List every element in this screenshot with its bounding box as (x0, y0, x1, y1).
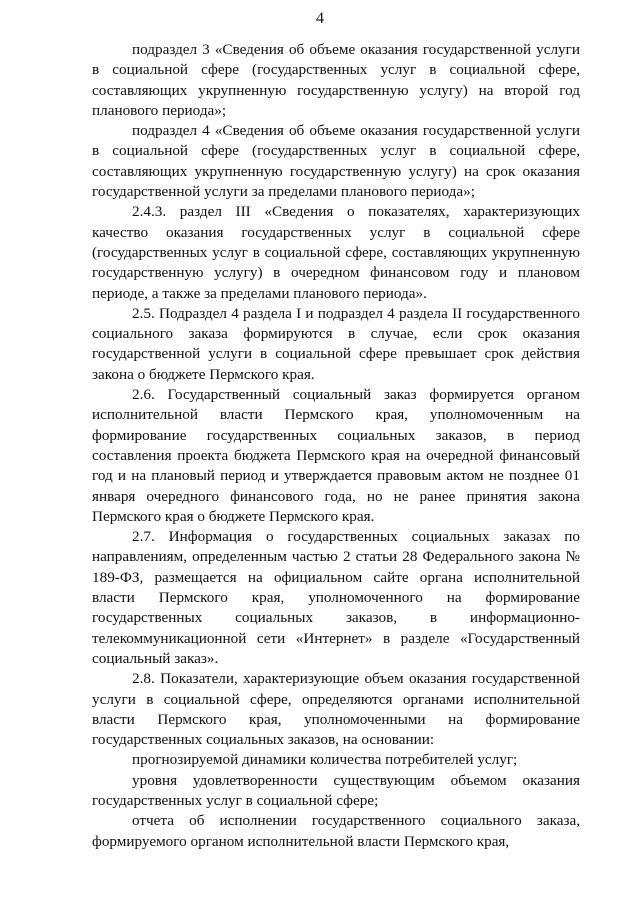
page-number: 4 (316, 10, 324, 27)
paragraph-2-8: 2.8. Показатели, характеризующие объем оказания государственной услуги в социальной сфере, определяются органами исполнительной власти Пермского края, уполномоченными на формирование государственных социальных заказов, на основании: (92, 670, 580, 749)
paragraph-2-6: 2.6. Государственный социальный заказ формируется органом исполнительной власти Пермского края, уполномоченным на формирование государственных социальных заказов, в период составления проекта бюджета Пермского края на очередной финансовый год и на плановый период и утверждается правовым актом не позднее 01 января очередного финансового года, но не ранее принятия закона Пермского края о бюджете Пермского края. (92, 386, 580, 525)
paragraph-execution-report: отчета об исполнении государственного социального заказа, формируемого органом исполнительной власти Пермского края, (92, 812, 580, 850)
paragraph-forecast-dynamics: прогнозируемой динамики количества потребителей услуг; (132, 751, 518, 769)
paragraph-2-4-3: 2.4.3. раздел III «Сведения о показателях, характеризующих качество оказания государственных услуг в социальной сфере (государственных услуг в социальной сфере, составляющих укрупненную государственную услугу) в очередном финансовом году и плановом периоде, а также за пределами планового периода». (92, 203, 580, 302)
paragraph-2-5: 2.5. Подраздел 4 раздела I и подраздел 4 раздела II государственного социального заказа формируются в случае, если срок оказания государственной услуги в социальной сфере превышает срок действия закона о бюджете Пермского края. (92, 304, 580, 383)
paragraph-satisfaction-level: уровня удовлетворенности существующим объемом оказания государственных услуг в социальной сфере; (92, 771, 580, 809)
paragraph-subsection-4: подраздел 4 «Сведения об объеме оказания государственной услуги в социальной сфере (государственных услуг в социальной сфере, составляющих укрупненную государственную услугу) на срок оказания государственной услуги за пределами планового периода»; (92, 122, 580, 201)
document-body (92, 40, 580, 852)
paragraph-2-7: 2.7. Информация о государственных социальных заказах по направлениям, определенным частью 2 статьи 28 Федерального закона № 189-ФЗ, размещается на официальном сайте органа исполнительной власти Пермского края, уполномоченного на формирование государственных социальных заказов, в информационно-телекоммуникационной сети «Интернет» в разделе «Государственный социальный заказ». (92, 528, 580, 667)
paragraph-subsection-3: подраздел 3 «Сведения об объеме оказания государственной услуги в социальной сфере (государственных услуг в социальной сфере, составляющих укрупненную государственную услугу) на второй год планового периода»; (92, 41, 580, 119)
